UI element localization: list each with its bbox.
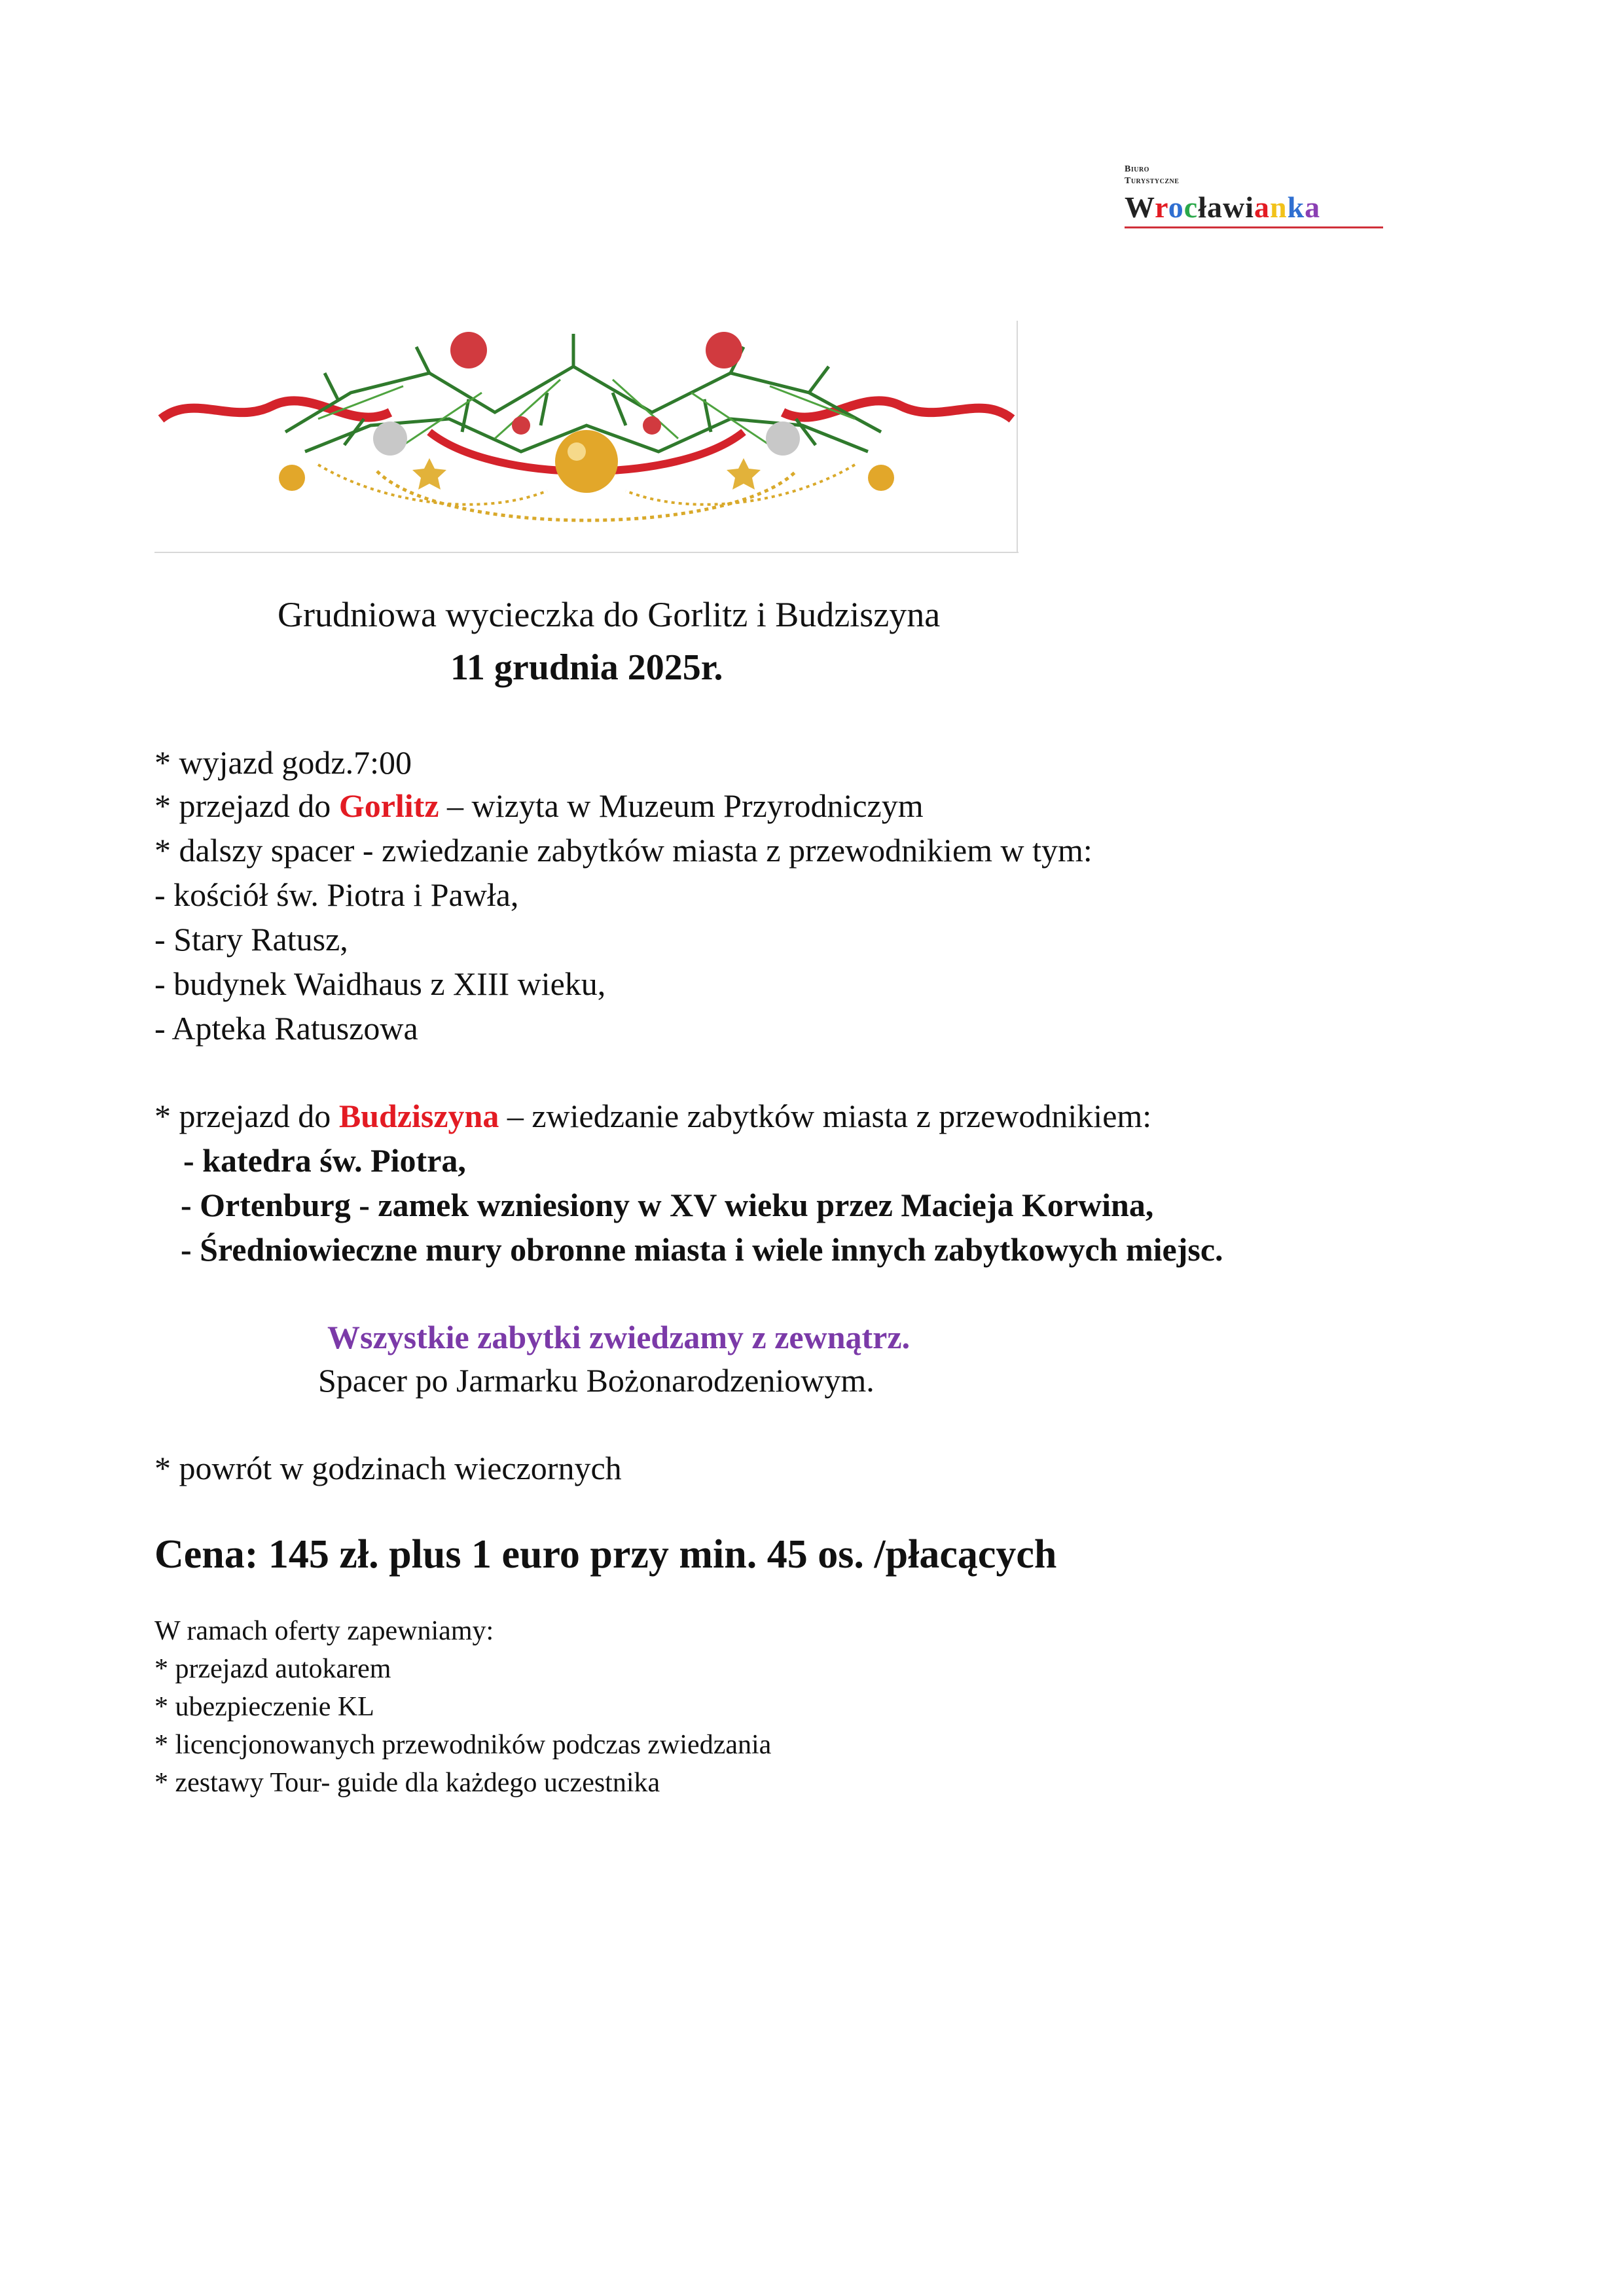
program-text: – zwiedzanie zabytków miasta z przewodnikiem:: [499, 1098, 1152, 1134]
logo-brand-letter: a: [1254, 190, 1270, 224]
offer-item: * zestawy Tour- guide dla każdego uczestnika: [154, 1768, 660, 1798]
program-line: - budynek Waidhaus z XIII wieku,: [154, 965, 606, 1002]
program-line: - Stary Ratusz,: [154, 921, 348, 958]
city-budziszyn: Budziszyna: [338, 1098, 499, 1134]
christmas-garland-image: [154, 321, 1019, 553]
program-line: * dalszy spacer - zwiedzanie zabytków miasta z przewodnikiem w tym:: [154, 832, 1092, 869]
logo-brand-letter: r: [1155, 190, 1168, 224]
logo-underline: [1125, 226, 1383, 228]
logo-brand-letter: i: [1245, 190, 1254, 224]
program-text: – wizyta w Muzeum Przyrodniczym: [439, 787, 924, 824]
program-line: * wyjazd godz.7:00: [154, 744, 412, 781]
price: Cena: 145 zł. plus 1 euro przy min. 45 os. /płacących: [154, 1532, 1057, 1577]
note-market: Spacer po Jarmarku Bożonarodzeniowym.: [318, 1362, 875, 1399]
program-line: - Średniowieczne mury obronne miasta i wiele innych zabytkowych miejsc.: [181, 1231, 1223, 1268]
offer-item: * licencjonowanych przewodników podczas zwiedzania: [154, 1730, 772, 1760]
program-line: [154, 1097, 1151, 1135]
offer-item: * ubezpieczenie KL: [154, 1692, 374, 1722]
logo-brand-letter: n: [1269, 190, 1288, 224]
company-logo: [1125, 164, 1386, 242]
logo-brand-letter: ł: [1198, 190, 1207, 224]
logo-line-2: Turystyczne: [1125, 176, 1180, 186]
logo-brand-letter: o: [1168, 190, 1184, 224]
logo-brand-letter: k: [1287, 190, 1305, 224]
logo-brand-name: [1125, 190, 1386, 225]
program-line: - kościół św. Piotra i Pawła,: [154, 876, 519, 913]
logo-brand-letter: c: [1183, 190, 1199, 224]
note-outside: Wszystkie zabytki zwiedzamy z zewnątrz.: [327, 1319, 911, 1355]
logo-brand-letter: a: [1206, 190, 1223, 224]
logo-brand-letter: w: [1222, 190, 1246, 224]
logo-line-1: Biuro: [1125, 164, 1149, 174]
program-line: - Apteka Ratuszowa: [154, 1010, 418, 1047]
program-line: - katedra św. Piotra,: [183, 1142, 466, 1179]
program-text: * przejazd do: [154, 787, 339, 824]
program-line: * powrót w godzinach wieczornych: [154, 1450, 622, 1486]
offer-heading: W ramach oferty zapewniamy:: [154, 1616, 494, 1646]
program-line: - Ortenburg - zamek wzniesiony w XV wieku przez Macieja Korwina,: [181, 1187, 1154, 1223]
city-gorlitz: Gorlitz: [338, 787, 439, 824]
program-text: * przejazd do: [154, 1098, 339, 1134]
trip-date: 11 grudnia 2025r.: [450, 647, 723, 688]
program-line: [154, 787, 924, 825]
trip-title: Grudniowa wycieczka do Gorlitz i Budziszyna: [278, 595, 941, 634]
logo-brand-letter: a: [1305, 190, 1321, 224]
logo-brand-letter: W: [1125, 190, 1155, 224]
offer-item: * przejazd autokarem: [154, 1654, 391, 1684]
